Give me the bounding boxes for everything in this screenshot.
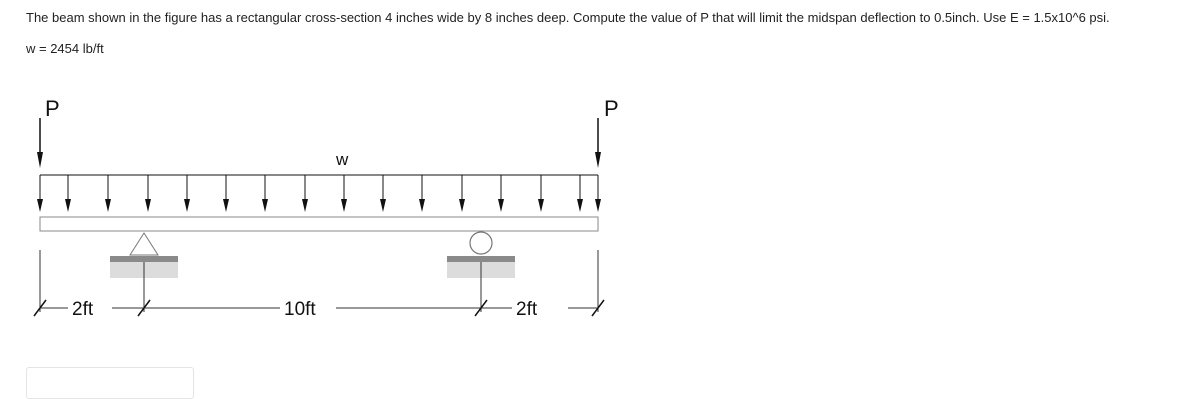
distributed-load-arrowhead: [145, 199, 151, 212]
roller-ground: [447, 256, 515, 262]
distributed-load-arrowhead: [302, 199, 308, 212]
distributed-load-arrowhead: [380, 199, 386, 212]
dim-label-right-overhang: 2ft: [516, 299, 538, 320]
distributed-load-arrowhead: [577, 199, 583, 212]
distributed-load-arrowhead: [595, 199, 601, 212]
distributed-load-arrowhead: [419, 199, 425, 212]
distributed-load-arrowhead: [65, 199, 71, 212]
distributed-load-arrowhead: [498, 199, 504, 212]
distributed-load-arrowhead: [223, 199, 229, 212]
right-load-arrowhead: [595, 152, 601, 168]
right-load-label: P: [604, 96, 619, 121]
distributed-load-arrowhead: [538, 199, 544, 212]
left-load-label: P: [45, 96, 60, 121]
roller-circle: [470, 232, 492, 254]
left-point-load: [37, 96, 60, 168]
problem-statement: The beam shown in the figure has a rectangular cross-section 4 inches wide by 8 inches deep. Compute the value of P that will limit the midspan deflection to 0.5inch. Use E = 1.5x10^6 psi.: [26, 10, 1110, 25]
distributed-load-arrows: [37, 175, 601, 212]
beam: [40, 217, 598, 231]
distributed-load-arrowhead: [262, 199, 268, 212]
right-point-load: [595, 96, 619, 168]
distributed-load-arrowhead: [341, 199, 347, 212]
distributed-load-arrowhead: [459, 199, 465, 212]
distributed-load-value: w = 2454 lb/ft: [26, 41, 104, 56]
distributed-load-arrowhead: [184, 199, 190, 212]
distributed-load-label: w: [336, 150, 349, 169]
dim-label-main-span: 10ft: [284, 299, 316, 320]
distributed-load-arrowhead: [105, 199, 111, 212]
pin-ground: [110, 256, 178, 262]
answer-input-box[interactable]: [26, 367, 194, 399]
distributed-load: [37, 150, 601, 212]
pin-triangle: [130, 233, 158, 255]
dim-label-left-overhang: 2ft: [72, 299, 94, 320]
distributed-load-arrowhead: [37, 199, 43, 212]
left-load-arrowhead: [37, 152, 43, 168]
